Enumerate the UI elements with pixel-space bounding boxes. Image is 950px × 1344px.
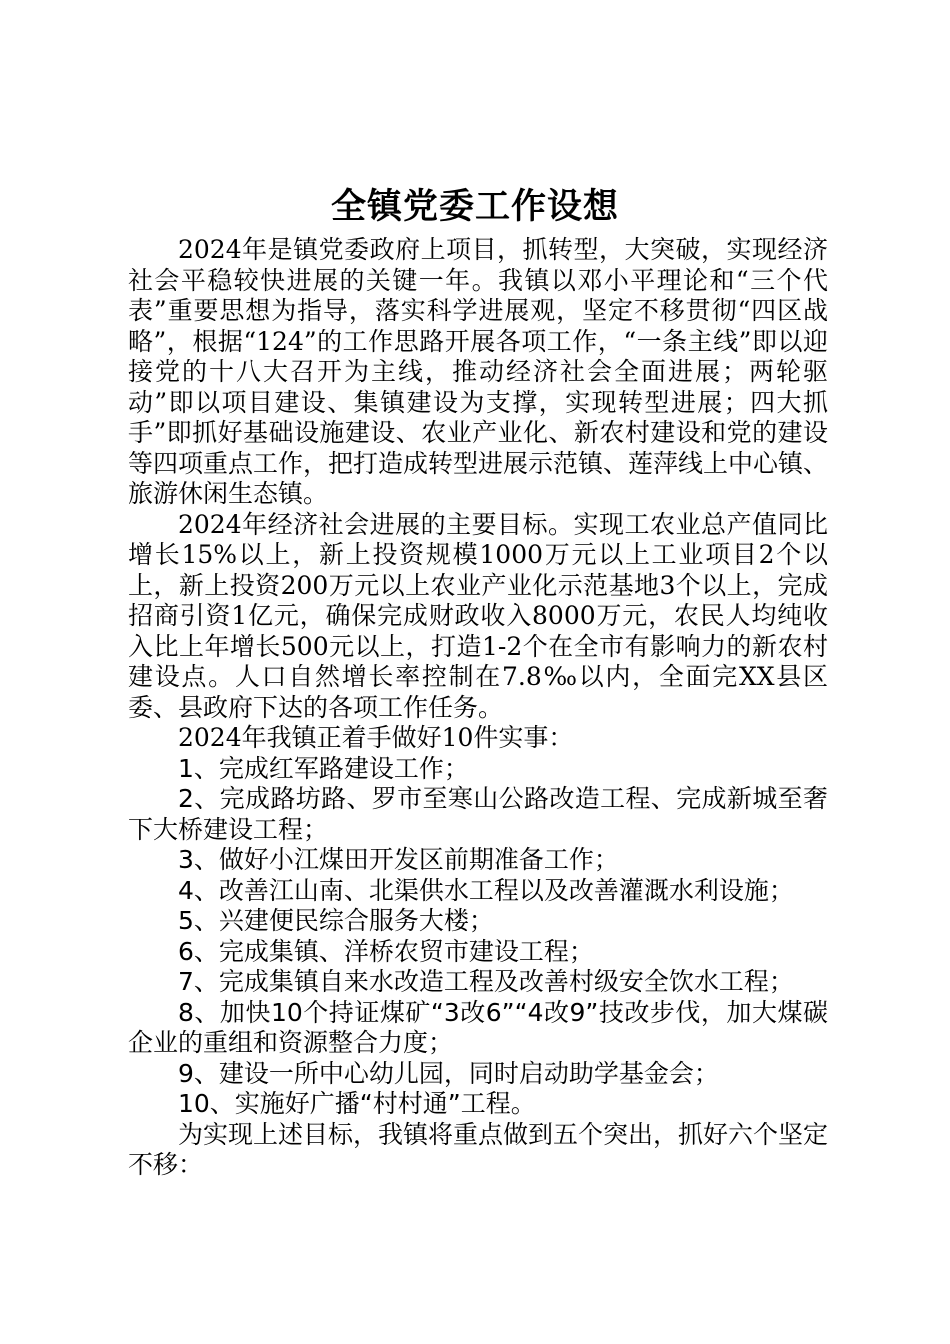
goals-paragraph: 2024年经济社会进展的主要目标。实现工农业总产值同比增长15%以上，新上投资规模1000万元以上工业项目2个以上，新上投资200万元以上农业产业化示范基地3个以上，完成招商引资1亿元，确保完成财政收入8000万元，农民人均纯收入比上年增长500元以上，打造1-2个在全市有影响力的新农村建设点。人口自然增长率控制在7.8‰以内，全面完XX县区委、县政府下达的各项工作任务。	[128, 509, 828, 722]
closing-paragraph: 为实现上述目标，我镇将重点做到五个突出，抓好六个坚定不移：	[128, 1119, 829, 1179]
intro-paragraph: 2024年是镇党委政府上项目，抓转型，大突破，实现经济社会平稳较快进展的关键一年。我镇以邓小平理论和“三个代表”重要思想为指导，落实科学进展观，坚定不移贯彻“四区战略”，根据“124”的工作思路开展各项工作，“一条主线”即以迎接党的十八大召开为主线，推动经济社会全面进展；两轮驱动”即以项目建设、集镇建设为支撑，实现转型进展；四大抓手”即抓好基础设施建设、农业产业化、新农村建设和党的建设等四项重点工作，把打造成转型进展示范镇、莲萍线上中心镇、旅游休闲生态镇。	[128, 235, 829, 508]
task-item-8: 8、加快10个持证煤矿“3改6”“4改9”技改步伐，加大煤碳企业的重组和资源整合力度；	[128, 997, 828, 1057]
task-item-3: 3、做好小江煤田开发区前期准备工作；	[178, 845, 619, 874]
task-item-10: 10、实施好广播“村村通”工程。	[178, 1089, 536, 1118]
task-item-9: 9、建设一所中心幼儿园，同时启动助学基金会；	[178, 1058, 719, 1088]
tasks-intro-paragraph: 2024年我镇正着手做好10件实事：	[178, 723, 574, 752]
task-item-2: 2、完成路坊路、罗市至寒山公路改造工程、完成新城至奢下大桥建设工程；	[128, 784, 828, 844]
document-title: 全镇党委工作设想	[330, 187, 619, 227]
task-item-6: 6、完成集镇、洋桥农贸市建设工程；	[178, 936, 594, 966]
task-item-5: 5、兴建便民综合服务大楼；	[178, 906, 494, 935]
task-item-1: 1、完成红军路建设工作；	[178, 753, 469, 783]
document-body	[128, 235, 828, 1181]
task-item-7: 7、完成集镇自来水改造工程及改善村级安全饮水工程；	[178, 967, 794, 996]
task-item-4: 4、改善江山南、北渠供水工程以及改善灌溉水利设施；	[178, 875, 794, 905]
